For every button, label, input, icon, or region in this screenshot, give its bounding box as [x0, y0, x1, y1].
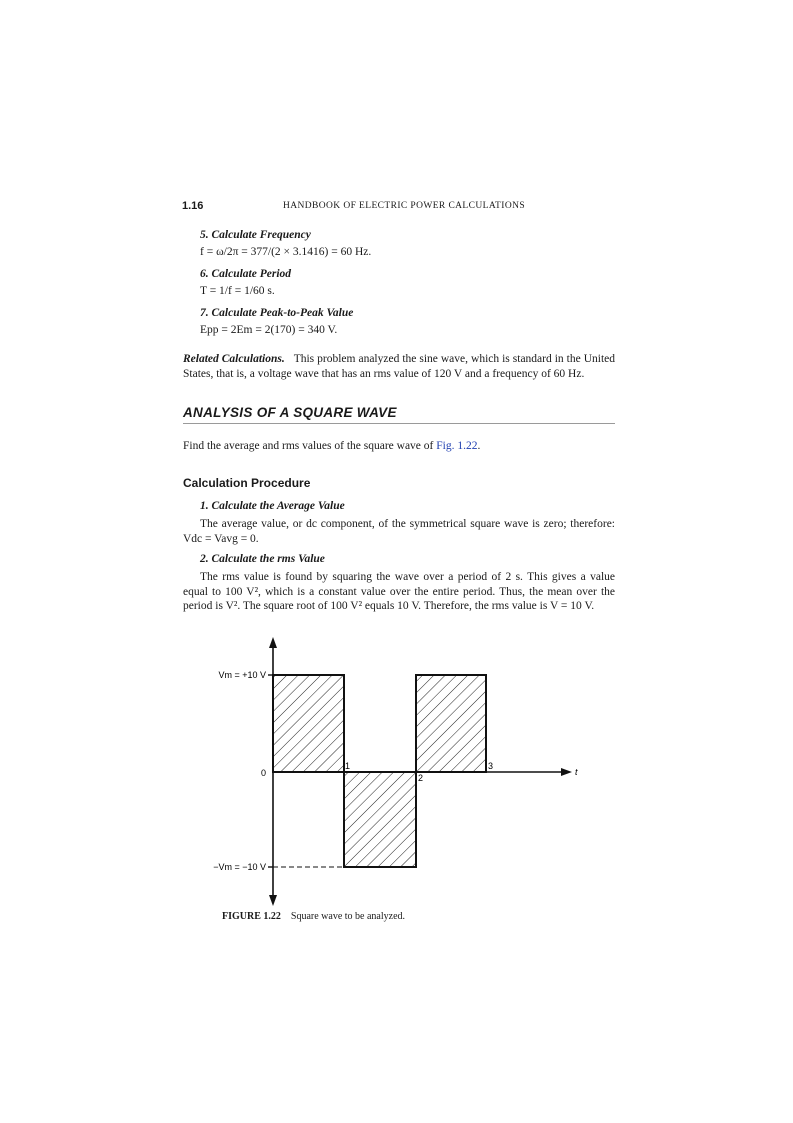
page-number: 1.16: [182, 200, 204, 212]
label-zero: 0: [260, 768, 266, 778]
intro-end: .: [477, 440, 481, 452]
tick-label-1: 1: [345, 761, 351, 771]
vertical-axis-arrow-up-icon: [269, 637, 277, 648]
related-label: Related Calculations.: [183, 353, 285, 365]
step-6-heading: 6. Calculate Period: [200, 268, 292, 280]
negative-pulse: [344, 772, 416, 867]
intro-text: Find the average and rms values of the square wave of: [183, 440, 437, 452]
positive-pulse-2: [416, 675, 486, 772]
figure-link[interactable]: Fig. 1.22: [436, 440, 478, 452]
related-text: This problem analyzed the sine wave, which is standard in the United States, that is, a voltage wave that has an rms value of 120 V and a frequency of 60 Hz.: [183, 353, 616, 380]
label-positive-peak: Vm = +10 V: [218, 670, 266, 680]
step-1-heading: 1. Calculate the Average Value: [200, 500, 345, 512]
step-6-equation: T = 1/f = 1/60 s.: [200, 285, 275, 297]
step-5-heading: 5. Calculate Frequency: [200, 229, 311, 241]
step-2-text: The rms value is found by squaring the wave over a period of 2 s. This gives a value equal to 100 V², which is a constant value over the entire period. Thus, the mean over the period is V². The square root of 100 V² equals 10 V. Therefore, the rms value is V = 10 V.: [183, 571, 615, 612]
positive-pulse-1: [273, 675, 344, 772]
step-1-text: The average value, or dc component, of the symmetrical square wave is zero; therefore: Vdc = Vavg = 0.: [183, 518, 615, 545]
tick-label-3: 3: [488, 761, 494, 771]
step-5-equation: f = ω/2π = 377/(2 × 3.1416) = 60 Hz.: [200, 246, 372, 258]
time-axis-label: t: [575, 767, 578, 777]
figure-caption: [222, 911, 405, 922]
running-header: HANDBOOK OF ELECTRIC POWER CALCULATIONS: [283, 201, 526, 211]
time-axis-arrow-icon: [561, 768, 572, 776]
label-negative-peak: −Vm = −10 V: [213, 862, 266, 872]
step-7-equation: Epp = 2Em = 2(170) = 340 V.: [200, 324, 338, 336]
procedure-heading: Calculation Procedure: [183, 476, 311, 490]
section-title: ANALYSIS OF A SQUARE WAVE: [183, 405, 397, 420]
caption-label: FIGURE 1.22: [222, 911, 281, 922]
vertical-axis-arrow-down-icon: [269, 895, 277, 906]
caption-text: Square wave to be analyzed.: [290, 911, 406, 922]
step-7-heading: 7. Calculate Peak-to-Peak Value: [200, 307, 354, 319]
tick-label-2: 2: [418, 773, 424, 783]
step-2-heading: 2. Calculate the rms Value: [200, 553, 325, 565]
